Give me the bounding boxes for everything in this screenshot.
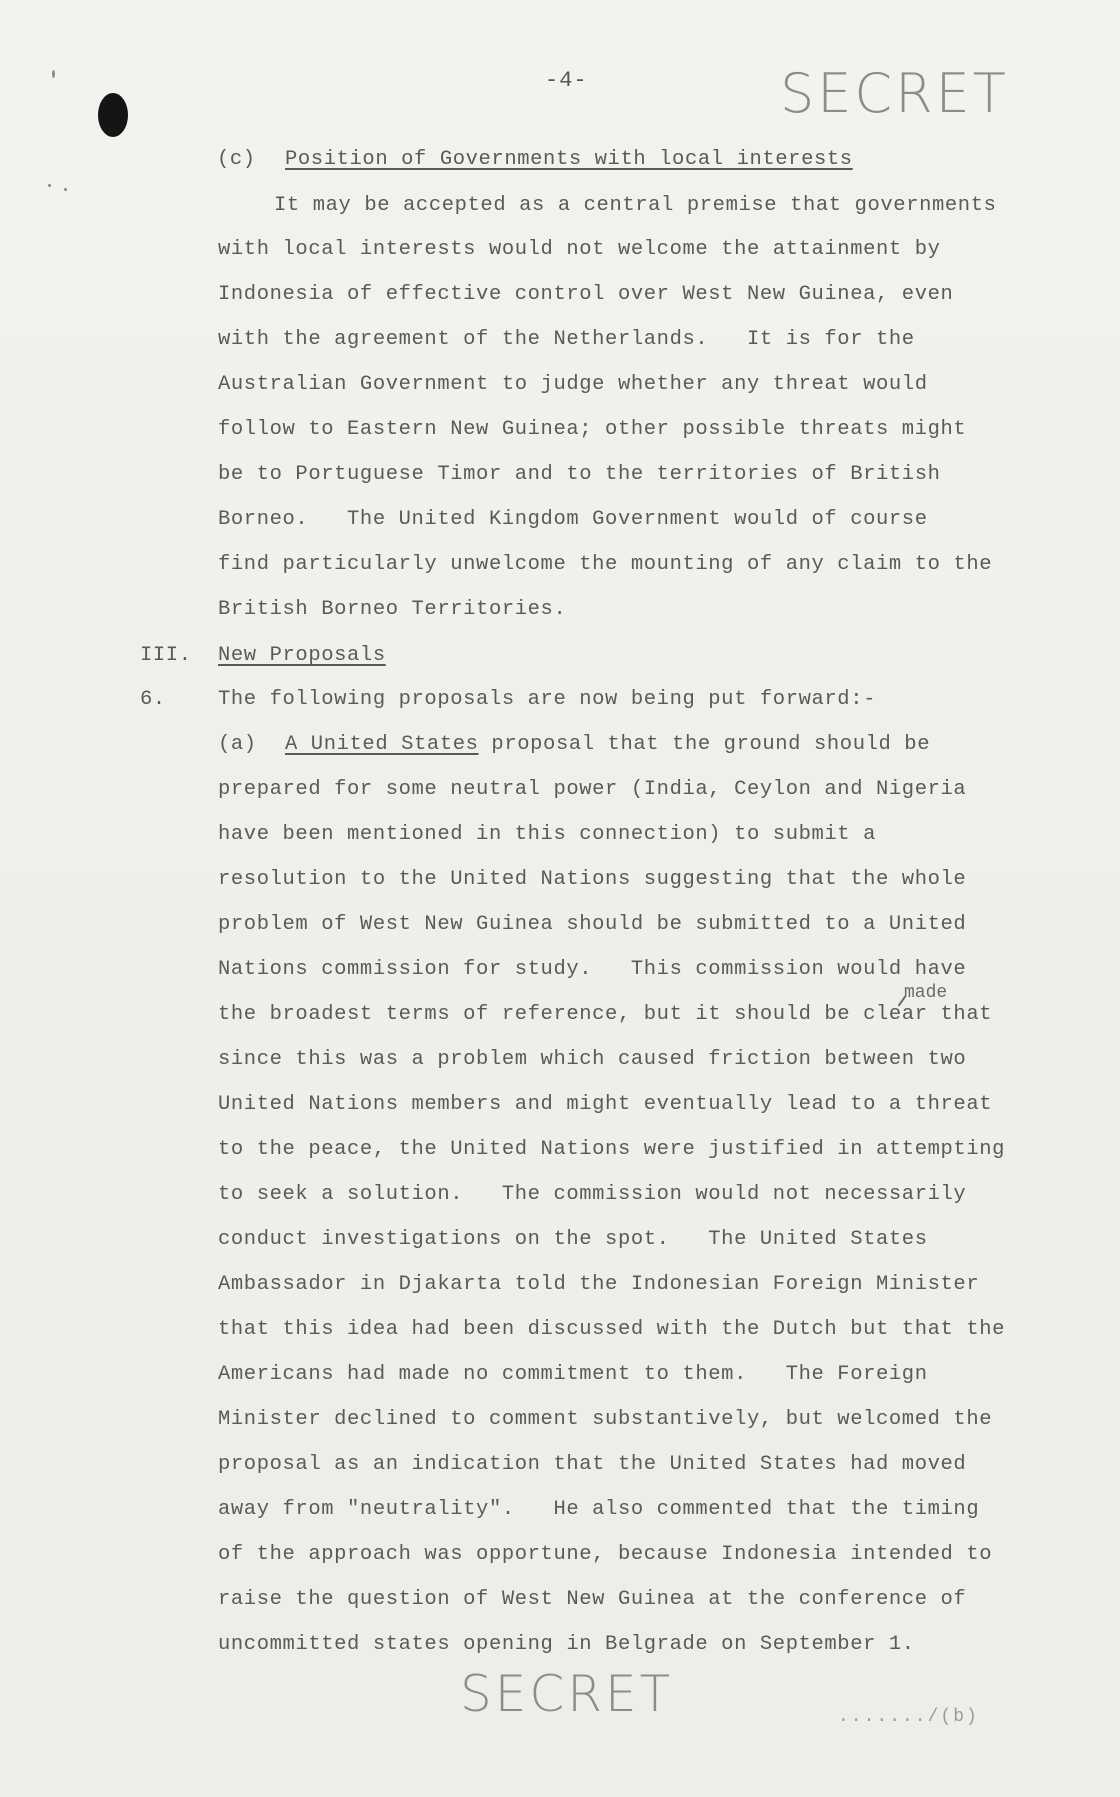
para-6-line: Ambassador in Djakarta told the Indonesian Foreign Minister <box>218 1273 980 1296</box>
section-c-line: be to Portuguese Timor and to the territories of British <box>218 463 941 486</box>
para-6-line: to the peace, the United Nations were justified in attempting <box>218 1138 1006 1161</box>
section-c-line: Borneo. The United Kingdom Government would of course <box>218 508 928 531</box>
para-6-line: prepared for some neutral power (India, Ceylon and Nigeria <box>218 778 967 801</box>
page-number: -4- <box>545 68 588 93</box>
paper-speck <box>64 188 67 191</box>
punch-hole <box>98 93 128 137</box>
para-6-line: raise the question of West New Guinea at the conference of <box>218 1588 967 1611</box>
handwritten-insert: made <box>904 983 948 1003</box>
para-6-line: that this idea had been discussed with the Dutch but that the <box>218 1318 1006 1341</box>
section-c-label: (c) <box>217 148 256 171</box>
continuation-marker: ......./(b) <box>838 1707 979 1727</box>
paper-speck <box>52 70 55 78</box>
para-6-line: Americans had made no commitment to them. The Foreign <box>218 1363 928 1386</box>
para-6-line: the broadest terms of reference, but it should be clear that <box>218 1003 993 1026</box>
section-iii-numeral: III. <box>140 644 192 667</box>
section-c-line: with the agreement of the Netherlands. It is for the <box>218 328 915 351</box>
section-c-line: It may be accepted as a central premise that governments <box>274 194 997 217</box>
sub-a-underlined: A United States <box>285 733 479 756</box>
para-6-line: have been mentioned in this connection) to submit a <box>218 823 877 846</box>
para-6-line: Nations commission for study. This commission would have <box>218 958 967 981</box>
secret-stamp-top: SECRET <box>780 62 1009 125</box>
para-6-line: resolution to the United Nations suggesting that the whole <box>218 868 967 891</box>
section-c-heading: Position of Governments with local interests <box>285 148 853 171</box>
section-c-line: find particularly unwelcome the mounting of any claim to the <box>218 553 993 576</box>
section-c-line: British Borneo Territories. <box>218 598 567 621</box>
para-6-line: uncommitted states opening in Belgrade on September 1. <box>218 1633 915 1656</box>
paper-speck <box>48 184 51 187</box>
para-6-line: of the approach was opportune, because Indonesia intended to <box>218 1543 993 1566</box>
para-6-line: to seek a solution. The commission would not necessarily <box>218 1183 967 1206</box>
sub-a-first-rest: proposal that the ground should be <box>478 733 931 756</box>
section-c-line: follow to Eastern New Guinea; other possible threats might <box>218 418 967 441</box>
para-6-line: conduct investigations on the spot. The United States <box>218 1228 928 1251</box>
para-6-line: away from "neutrality". He also commented that the timing <box>218 1498 980 1521</box>
para-6-line: United Nations members and might eventually lead to a threat <box>218 1093 993 1116</box>
para-6-line: problem of West New Guinea should be submitted to a United <box>218 913 967 936</box>
section-c-line: Indonesia of effective control over West New Guinea, even <box>218 283 954 306</box>
para-6-number: 6. <box>140 688 166 711</box>
sub-a-first-line <box>285 735 930 756</box>
para-6-line: proposal as an indication that the United States had moved <box>218 1453 967 1476</box>
section-c-line: Australian Government to judge whether any threat would <box>218 373 928 396</box>
section-iii-heading: New Proposals <box>218 644 386 667</box>
para-6-intro: The following proposals are now being put forward:- <box>218 688 877 711</box>
secret-stamp-bottom: SECRET <box>460 1665 674 1723</box>
section-c-line: with local interests would not welcome the attainment by <box>218 238 941 261</box>
para-6-line: since this was a problem which caused friction between two <box>218 1048 967 1071</box>
para-6-line: Minister declined to comment substantively, but welcomed the <box>218 1408 993 1431</box>
sub-a-label: (a) <box>218 733 257 756</box>
